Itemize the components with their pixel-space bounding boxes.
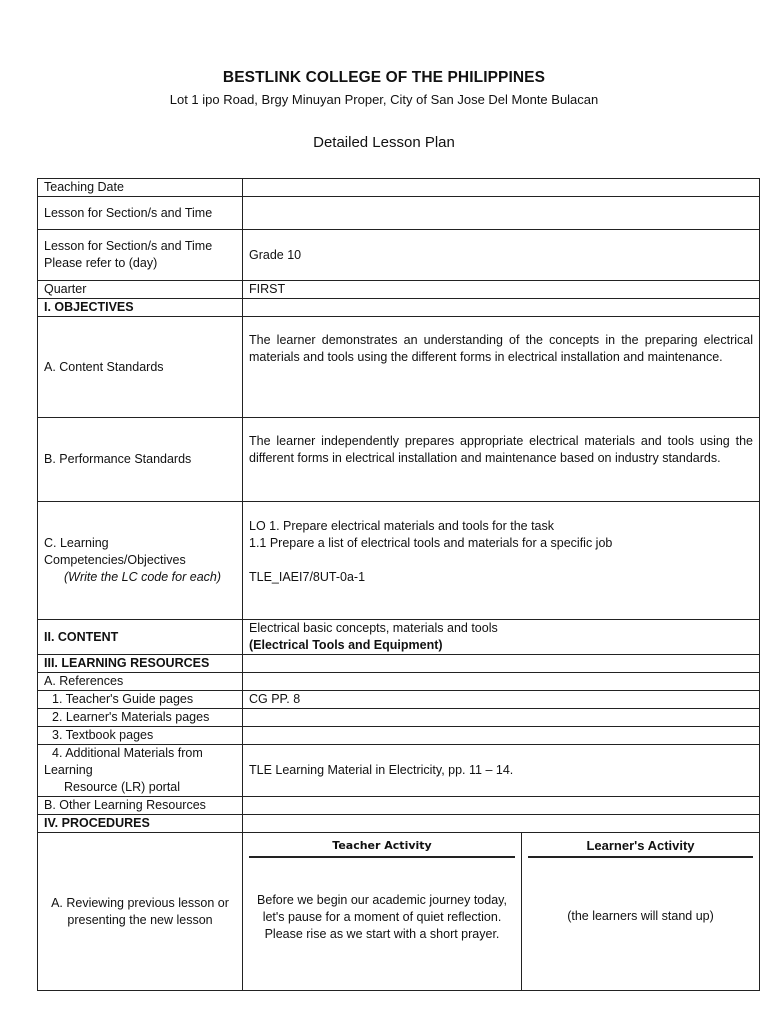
table-row xyxy=(38,709,760,727)
section-heading: II. CONTENT xyxy=(38,620,243,655)
row-label: B. Other Learning Resources xyxy=(38,797,243,815)
table-row xyxy=(38,502,760,620)
document-title: Detailed Lesson Plan xyxy=(313,134,455,151)
row-label-text: 1. Teacher's Guide pages xyxy=(52,692,194,706)
activity-cell xyxy=(243,833,760,991)
row-label-text: 3. Textbook pages xyxy=(52,728,154,742)
label-line: Learning xyxy=(44,763,93,777)
row-label: Lesson for Section/s and Time xyxy=(38,197,243,230)
row-value xyxy=(243,727,760,745)
section-heading: IV. PROCEDURES xyxy=(38,815,243,833)
row-label: Quarter xyxy=(38,281,243,299)
learner-activity-header: Learner's Activity xyxy=(528,835,753,858)
institution-title: BESTLINK COLLEGE OF THE PHILIPPINES xyxy=(222,69,546,86)
table-row xyxy=(38,281,760,299)
row-label-text: 2. Learner's Materials pages xyxy=(52,710,210,724)
row-label: B. Performance Standards xyxy=(38,418,243,502)
competency-item: 1.1 Prepare a list of electrical tools and materials for a specific job xyxy=(249,536,613,550)
row-label: Teaching Date xyxy=(38,179,243,197)
table-row xyxy=(38,691,760,709)
row-label: A. References xyxy=(38,673,243,691)
row-value: FIRST xyxy=(243,281,760,299)
section-heading-row xyxy=(38,655,760,673)
table-row xyxy=(38,179,760,197)
institution-address: Lot 1 ipo Road, Brgy Minuyan Proper, City of San Jose Del Monte Bulacan xyxy=(169,92,599,107)
table-row xyxy=(38,745,760,797)
learning-outcome: LO 1. Prepare electrical materials and tools for the task xyxy=(249,519,555,533)
label-line: A. Reviewing previous lesson or xyxy=(51,895,229,910)
label-line: C. Learning xyxy=(44,536,109,550)
teacher-line: let's pause for a moment of quiet reflection. xyxy=(262,910,502,924)
section-heading-row xyxy=(38,620,760,655)
learner-activity-text: (the learners will stand up) xyxy=(567,909,714,923)
label-line: presenting the new lesson xyxy=(67,912,213,927)
section-heading: I. OBJECTIVES xyxy=(38,299,243,317)
table-row xyxy=(38,673,760,691)
label-line: Competencies/Objectives xyxy=(44,553,186,567)
teacher-line: Please rise as we start with a short prayer. xyxy=(264,927,500,941)
activity-columns xyxy=(243,833,759,990)
row-value: The learner demonstrates an understanding of the concepts in the preparing electrical materials and tools using the different forms in electrical installation and maintenance. xyxy=(243,317,760,418)
section-heading-row xyxy=(38,299,760,317)
section-heading-row xyxy=(38,815,760,833)
label-line: Lesson for Section/s and Time xyxy=(44,239,213,253)
teacher-line: Before we begin our academic journey today, xyxy=(257,893,507,907)
label-note: (Write the LC code for each) xyxy=(64,570,222,584)
table-row xyxy=(38,797,760,815)
teacher-activity-text xyxy=(249,892,515,943)
content-line: (Electrical Tools and Equipment) xyxy=(249,638,443,652)
table-row xyxy=(38,317,760,418)
row-label xyxy=(38,230,243,281)
row-value xyxy=(243,179,760,197)
row-label: A. Content Standards xyxy=(38,317,243,418)
row-label xyxy=(38,709,243,727)
teacher-activity-header: Teacher Activity xyxy=(249,835,515,858)
label-line: Please refer to (day) xyxy=(44,256,158,270)
table-row xyxy=(38,727,760,745)
label-line: 4. Additional Materials from xyxy=(52,746,203,760)
table-row xyxy=(38,418,760,502)
row-label xyxy=(38,502,243,620)
learner-activity-column xyxy=(522,833,759,990)
row-label xyxy=(38,691,243,709)
row-value: CG PP. 8 xyxy=(243,691,760,709)
table-row xyxy=(38,833,760,991)
row-label xyxy=(38,745,243,797)
lesson-plan-table xyxy=(37,178,760,991)
table-row xyxy=(38,197,760,230)
table-row xyxy=(38,230,760,281)
row-label xyxy=(38,833,243,991)
teacher-activity-column xyxy=(243,833,522,990)
competency-code: TLE_IAEI7/8UT-0a-1 xyxy=(249,570,366,584)
row-label xyxy=(38,727,243,745)
content-line: Electrical basic concepts, materials and tools xyxy=(249,621,498,635)
row-value: TLE Learning Material in Electricity, pp. 11 – 14. xyxy=(243,745,760,797)
row-value xyxy=(243,709,760,727)
row-value xyxy=(243,502,760,620)
row-value xyxy=(243,197,760,230)
section-heading: III. LEARNING RESOURCES xyxy=(38,655,243,673)
row-value xyxy=(243,620,760,655)
row-value: The learner independently prepares appropriate electrical materials and tools using the different forms in electrical installation and maintenance based on industry standards. xyxy=(243,418,760,502)
row-value: Grade 10 xyxy=(243,230,760,281)
label-line: Resource (LR) portal xyxy=(64,780,181,794)
row-value xyxy=(243,797,760,815)
